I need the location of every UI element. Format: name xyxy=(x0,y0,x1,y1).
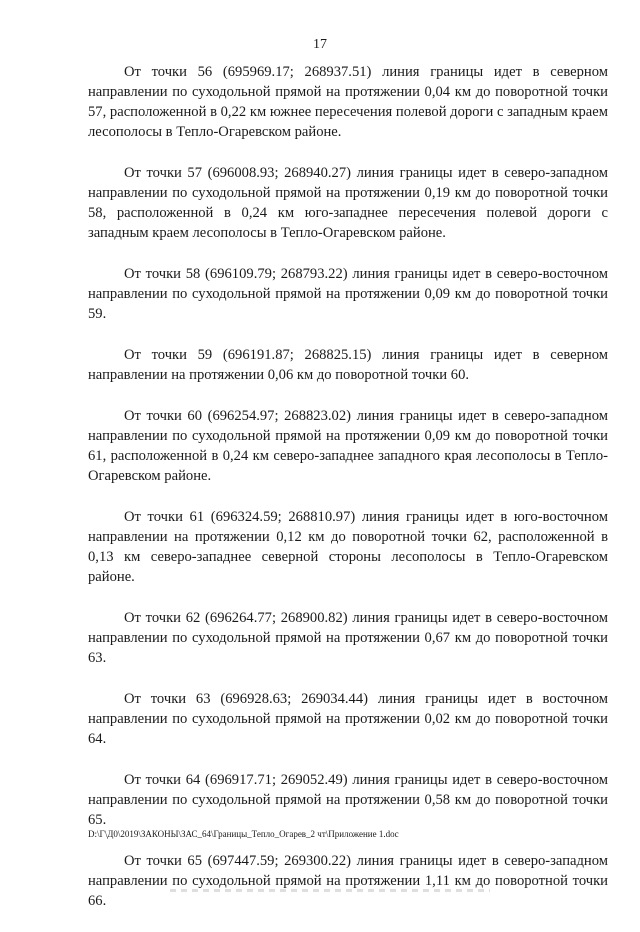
page-number: 17 xyxy=(313,37,327,52)
paragraph-point-58: От точки 58 (696109.79; 268793.22) линия границы идет в северо-восточном направлении по суходольной прямой на протяжении 0,09 км до поворотной точки 59. xyxy=(88,266,608,322)
paragraph-point-62: От точки 62 (696264.77; 268900.82) линия границы идет в северо-восточном направлении по суходольной прямой на протяжении 0,67 км до поворотной точки 63. xyxy=(88,610,608,666)
paragraph-point-64: От точки 64 (696917.71; 269052.49) линия границы идет в северо-восточном направлении по суходольной прямой на протяжении 0,58 км до поворотной точки 65. xyxy=(88,772,608,828)
paragraph-point-61: От точки 61 (696324.59; 268810.97) линия границы идет в юго-восточном направлении на протяжении 0,12 км до поворотной точки 62, расположенной в 0,13 км северо-западнее северной стороны лесополосы в Тепло-Огаревском районе. xyxy=(88,509,608,585)
paragraph-point-57: От точки 57 (696008.93; 268940.27) линия границы идет в северо-западном направлении по суходольной прямой на протяжении 0,19 км до поворотной точки 58, расположенной в 0,24 км юго-западнее пересечения полевой дороги с западным краем лесополосы в Тепло-Огаревском районе. xyxy=(88,165,608,241)
footer-file-path: D:\Г\Д0\2019\ЗАКОНЫ\ЗАС_64\Границы_Тепло_Огарев_2 чт\Приложение 1.doc xyxy=(88,829,399,839)
paragraph-point-59: От точки 59 (696191.87; 268825.15) линия границы идет в северном направлении на протяжении 0,06 км до поворотной точки 60. xyxy=(88,347,608,383)
paragraph-point-65: От точки 65 (697447.59; 269300.22) линия границы идет в северо-западном направлении по суходольной прямой на протяжении 1,11 км до поворотной точки 66. xyxy=(88,853,608,909)
paragraph-point-60: От точки 60 (696254.97; 268823.02) линия границы идет в северо-западном направлении по суходольной прямой на протяжении 0,09 км до поворотной точки 61, расположенной в 0,24 км северо-западнее западного края лесополосы в Тепло-Огаревском районе. xyxy=(88,408,608,484)
paragraph-point-63: От точки 63 (696928.63; 269034.44) линия границы идет в восточном направлении по суходольной прямой на протяжении 0,02 км до поворотной точки 64. xyxy=(88,691,608,747)
scan-artifact xyxy=(170,889,490,892)
document-body xyxy=(88,62,608,932)
paragraph-point-56: От точки 56 (695969.17; 268937.51) линия границы идет в северном направлении по суходольной прямой на протяжении 0,04 км до поворотной точки 57, расположенной в 0,22 км южнее пересечения полевой дороги с западным краем лесополосы в Тепло-Огаревском районе. xyxy=(88,64,608,140)
